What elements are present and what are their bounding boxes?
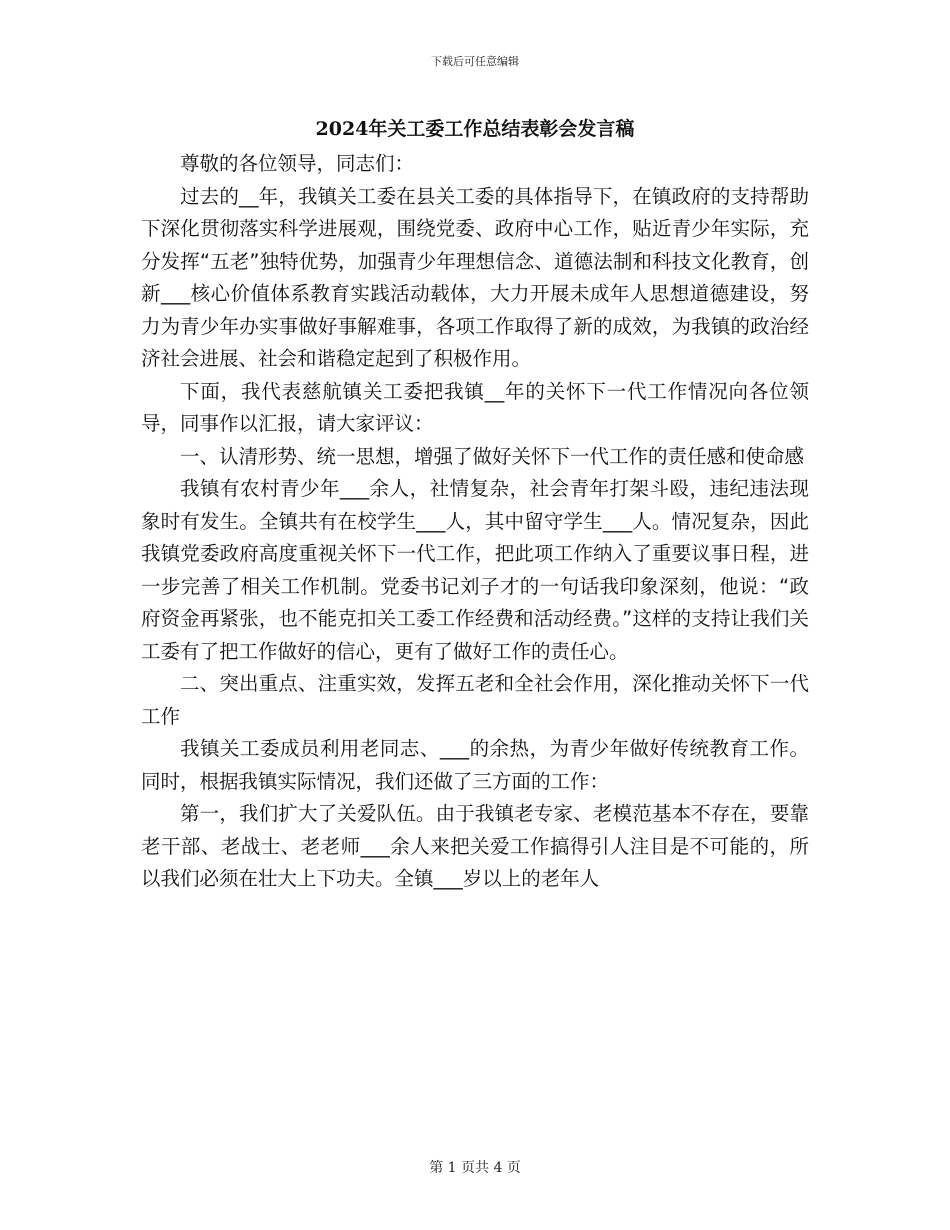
page-footer: 第 1 页共 4 页: [429, 1160, 521, 1176]
section-heading-2: 二、突出重点、注重实效，发挥五老和全社会作用，深化推动关怀下一代工作: [141, 672, 809, 728]
paragraph-intro: 过去的__年，我镇关工委在县关工委的具体指导下，在镇政府的支持帮助下深化贯彻落实科学进展观，围绕党委、政府中心工作，贴近青少年实际，充分发挥“五老”独特优势，加强青少年理想信念、道德法制和科技文化教育，创新___核心价值体系教育实践活动载体，大力开展未成年人思想道德建设，努力为青少年办实事做好事解难事，各项工作取得了新的成效，为我镇的政治经济社会进展、社会和谐稳定起到了积极作用。: [141, 184, 809, 370]
section-heading-1: 一、认清形势、统一思想，增强了做好关怀下一代工作的责任感和使命感: [180, 444, 805, 468]
paragraph-salutation: 尊敬的各位领导，同志们：: [180, 152, 415, 175]
document-body: [141, 148, 809, 896]
paragraph-first-point: 第一，我们扩大了关爱队伍。由于我镇老专家、老模范基本不存在，要靠老干部、老战士、老老师___余人来把关爱工作搞得引人注目是不可能的，所以我们必须在壮大上下功夫。全镇___岁以上的老年人: [141, 802, 809, 890]
paragraph-section-1: 我镇有农村青少年___余人，社情复杂，社会青年打架斗殴，违纪违法现象时有发生。全镇共有在校学生___人，其中留守学生___人。情况复杂，因此我镇党委政府高度重视关怀下一代工作，把此项工作纳入了重要议事日程，进一步完善了相关工作机制。党委书记刘子才的一句话我印象深刻，他说：“政府资金再紧张，也不能克扣关工委工作经费和活动经费。”这样的支持让我们关工委有了把工作做好的信心，更有了做好工作的责任心。: [141, 477, 809, 663]
paragraph-section-2: 我镇关工委成员利用老同志、___的余热，为青少年做好传统教育工作。同时，根据我镇实际情况，我们还做了三方面的工作：: [141, 737, 809, 793]
document-title: 2024年关工委工作总结表彰会发言稿: [315, 118, 635, 140]
paragraph-report-intro: 下面，我代表慈航镇关工委把我镇__年的关怀下一代工作情况向各位领导，同事作以汇报，请大家评议：: [141, 379, 809, 435]
page-header: 下载后可任意编辑: [431, 55, 519, 68]
